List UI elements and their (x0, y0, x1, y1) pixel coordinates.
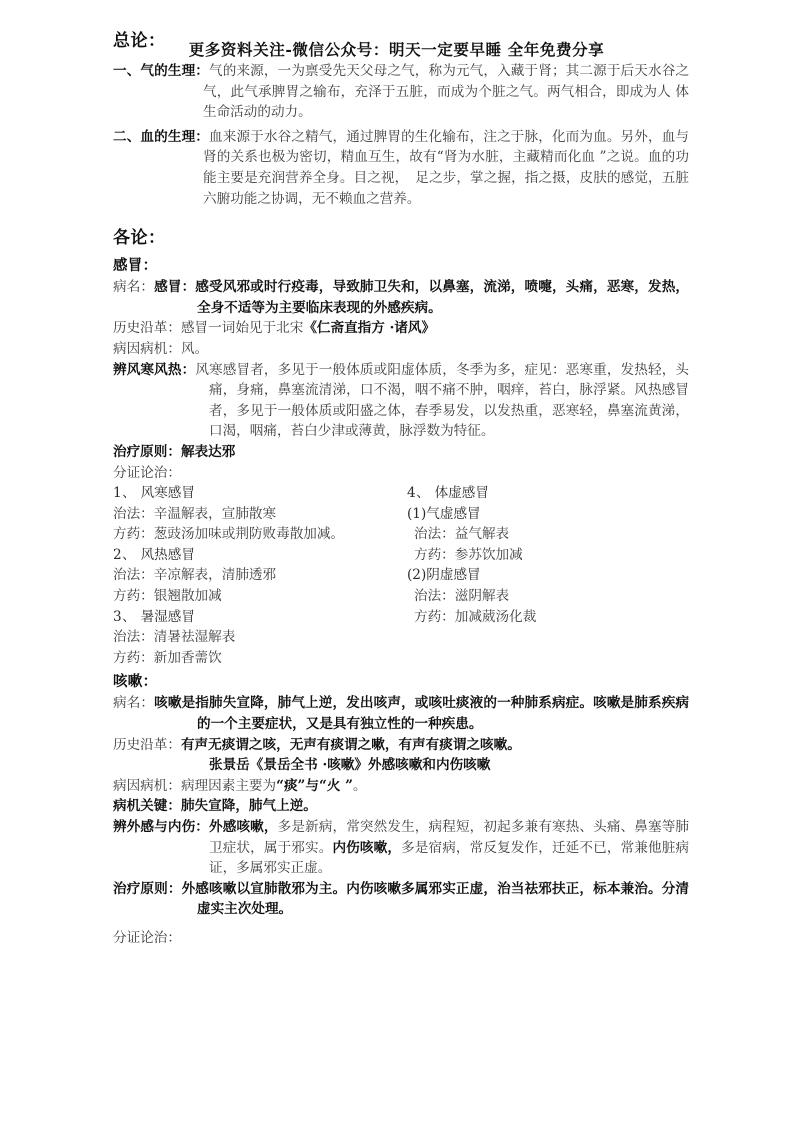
text-kesou-internal-light: 多是宿病，常反复发作，迁延不已，常兼他脏病证，多属邪实正虚。 (209, 839, 690, 877)
pattern-formula (407, 545, 689, 566)
pattern-formula-label: 方药： (113, 649, 154, 666)
pattern-method-label: 治法： (113, 505, 154, 522)
pattern-formula (407, 607, 689, 628)
paragraph-kesou-history (113, 735, 689, 756)
pattern-method (407, 524, 689, 545)
heading-kesou: 咳嗽： (113, 673, 158, 691)
label-ganmao-differentiation: 辨风寒风热： (113, 361, 196, 378)
pattern-formula-text: 参苏饮加减 (454, 546, 523, 563)
label-ganmao-patterns: 分证论治： (113, 464, 181, 481)
text-kesou-external-bold: 外感咳嗽， (209, 819, 278, 835)
pattern-item (113, 607, 403, 628)
paragraph-ganmao-history (113, 318, 689, 339)
text-ganmao-history-book: 《仁斋直指方 ·诸风》 (303, 320, 436, 337)
heading-specific: 各论： (113, 228, 166, 249)
text-kesou-external-light: 多是新病，常突然发生，病程短，初起多兼有寒热、头痛、鼻塞等肺卫症状，属于邪实。 (209, 819, 690, 856)
pattern-formula-label: 方药： (414, 608, 455, 625)
pattern-formula-text: 葱豉汤加味或荆防败毒散加减。 (153, 526, 345, 543)
paragraph-ganmao-patterns-heading (113, 463, 689, 484)
text-kesou-etiology-tail: 。 (352, 777, 367, 794)
paragraph-kesou-patterns-heading (113, 928, 689, 949)
pattern-formula-text: 银翘散加减 (153, 588, 222, 605)
label-kesou-key: 病机关键： (113, 798, 181, 815)
pattern-method-label: 治法： (414, 526, 455, 543)
paragraph-kesou-etiology (113, 776, 689, 797)
ganmao-pattern-column-right (407, 483, 689, 627)
pattern-formula-text: 新加香薷饮 (153, 649, 222, 666)
paragraph-blood-physiology (113, 127, 689, 209)
pattern-item (113, 483, 403, 504)
pattern-subtitle: (1)气虚感冒 (407, 505, 481, 522)
ganmao-pattern-column-left (113, 483, 403, 668)
pattern-method-label: 治法： (414, 588, 455, 605)
heading-general: 总论： (113, 31, 166, 51)
label-qi-physiology: 一、气的生理： (113, 63, 210, 79)
text-kesou-key: 肺失宣降，肺气上逆。 (180, 798, 317, 815)
text-qi-physiology: 气的来源，一为禀受先天父母之气，称为元气，入藏于肾；其二源于后天水谷之气，此气承脾胃之输布，充泽于五脏，而成为个脏之气。两气相合，即成为人 体生命活动的动力。 (203, 63, 690, 121)
text-ganmao-principle: 解表达邪 (180, 443, 236, 460)
document-content (113, 0, 689, 949)
pattern-formula-label: 方药： (113, 588, 154, 605)
pattern-title: 风寒感冒 (140, 485, 195, 502)
paragraph-qi-physiology (113, 61, 689, 123)
label-kesou-patterns: 分证论治： (113, 929, 181, 946)
pattern-method-label: 治法： (113, 567, 154, 584)
pattern-method-text: 益气解表 (454, 526, 510, 543)
paragraph-ganmao-principle (113, 442, 689, 463)
paragraph-kesou-principle (113, 879, 689, 920)
text-ganmao-differentiation: 风寒感冒者，多见于一般体质或阳虚体质，冬季为多，症见：恶寒重，发热轻，头痛，身痛，鼻塞流清涕，口不渴，咽不痛不肿，咽痒，苔白，脉浮紧。风热感冒者，多见于一般体质或阳盛之体，春季易发，以发热重，恶寒轻，鼻塞流黄涕，口渴，咽痛，苔白少津或薄黄，脉浮数为特征。 (195, 361, 690, 440)
pattern-formula-text: 加减葳汤化裁 (454, 608, 537, 625)
pattern-number: 4、 (407, 485, 431, 502)
paragraph-ganmao-etiology (113, 339, 689, 360)
pattern-formula (113, 648, 403, 669)
label-blood-physiology: 二、血的生理： (113, 128, 210, 145)
label-ganmao-principle: 治疗原则： (113, 443, 181, 460)
pattern-item (407, 483, 689, 504)
pattern-method-text: 辛温解表，宣肺散寒 (153, 505, 277, 522)
heading-ganmao: 感冒： (113, 257, 158, 275)
paragraph-kesou-name (113, 693, 689, 734)
text-kesou-internal-bold: 内伤咳嗽， (332, 839, 402, 856)
pattern-formula-label: 方药： (113, 526, 154, 543)
label-kesou-name: 病名： (113, 695, 155, 712)
pattern-item (113, 545, 403, 566)
pattern-method-text: 清暑祛湿解表 (153, 629, 236, 646)
pattern-method (113, 627, 403, 648)
pattern-subtitle: (2)阴虚感冒 (407, 567, 481, 584)
pattern-number: 2、 (113, 546, 137, 563)
text-blood-physiology: 血来源于水谷之精气，通过脾胃的生化输布，注之于脉，化而为血。另外，血与肾的关系也极为密切，精血互生，故有“肾为水脏，主藏精而化血 ”之说。血的功能主要是充润营养全身。目之视， 足之步，掌之握，指之摄，皮肤的感觉，五脏六腑功能之协调，无不赖血之营养。 (203, 128, 690, 207)
label-ganmao-etiology: 病因病机： (113, 340, 181, 357)
pattern-method-label: 治法： (113, 629, 154, 646)
pattern-number: 1、 (113, 485, 137, 502)
text-kesou-history-2: 张景岳《景岳全书 ·咳嗽》外感咳嗽和内伤咳嗽 (209, 757, 491, 774)
label-kesou-etiology: 病因病机： (113, 777, 181, 794)
paragraph-ganmao-differentiation (113, 360, 689, 442)
text-kesou-etiology: 病理因素主要为 (180, 777, 277, 794)
ganmao-pattern-columns (113, 483, 689, 668)
label-ganmao-history: 历史沿革： (113, 320, 181, 337)
text-kesou-history: 有声无痰谓之咳，无声有痰谓之嗽，有声有痰谓之咳嗽。 (180, 736, 521, 753)
paragraph-kesou-differentiation (113, 817, 689, 879)
text-ganmao-name: 感冒：感受风邪或时行疫毒，导致肺卫失和，以鼻塞，流涕，喷嚏，头痛，恶寒，发热，全身不适等为主要临床表现的外感疾病。 (154, 279, 690, 316)
paragraph-kesou-history-2 (113, 755, 689, 776)
pattern-formula (113, 524, 403, 545)
label-kesou-history: 历史沿革： (113, 736, 181, 753)
label-kesou-principle: 治疗原则： (113, 880, 182, 897)
text-kesou-name: 咳嗽是指肺失宣降，肺气上逆，发出咳声，或咳吐痰液的一种肺系病症。咳嗽是肺系疾病的一个主要症状，又是具有独立性的一种疾患。 (154, 695, 690, 733)
pattern-formula (113, 586, 403, 607)
pattern-number: 3、 (113, 608, 137, 625)
text-kesou-etiology-bold: “痰”与“火 ” (276, 777, 353, 794)
label-ganmao-name: 病名： (113, 279, 155, 296)
pattern-method (113, 565, 403, 586)
pattern-method-text: 滋阴解表 (454, 588, 510, 605)
text-ganmao-etiology: 风。 (180, 340, 209, 357)
pattern-title: 风热感冒 (140, 546, 195, 563)
pattern-formula-label: 方药： (414, 546, 455, 563)
text-kesou-principle: 外感咳嗽以宣肺散邪为主。内伤咳嗽多属邪实正虚，治当祛邪扶正，标本兼治。分清虚实主次处理。 (181, 880, 690, 918)
pattern-method (407, 586, 689, 607)
promo-header: 更多资料关注-微信公众号：明天一定要早睡 全年免费分享 (188, 40, 605, 59)
pattern-title: 体虚感冒 (434, 485, 489, 502)
paragraph-ganmao-name (113, 277, 689, 318)
pattern-method-text: 辛凉解表，清肺透邪 (153, 567, 277, 584)
pattern-method (113, 504, 403, 525)
pattern-title: 暑湿感冒 (140, 608, 195, 625)
label-kesou-differentiation: 辨外感与内伤： (113, 819, 210, 835)
text-ganmao-history: 感冒一词始见于北宋 (180, 320, 304, 337)
paragraph-kesou-key (113, 796, 689, 817)
